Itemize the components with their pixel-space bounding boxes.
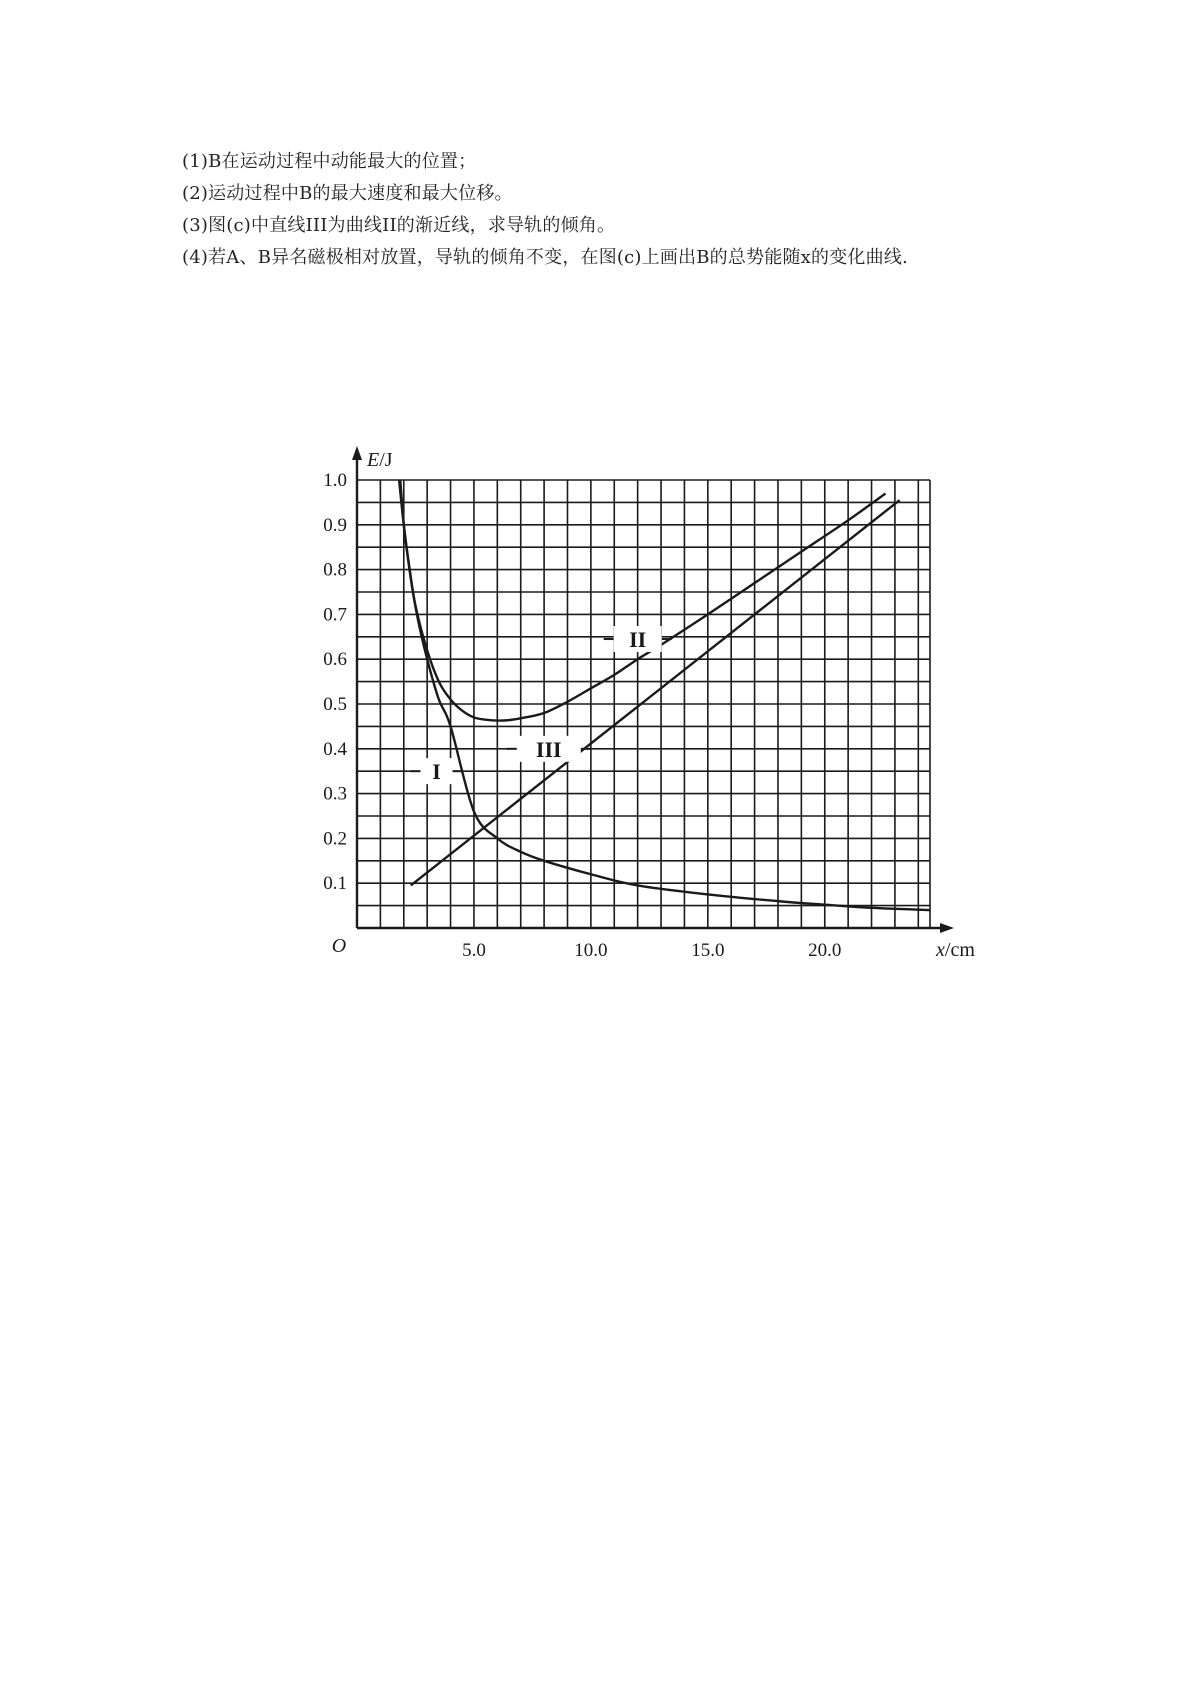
question-1: (1)B在运动过程中动能最大的位置； (182, 151, 477, 172)
series-lines (399, 480, 930, 910)
y-tick-label: 0.7 (323, 604, 347, 626)
question-4: (4)若A、B异名磁极相对放置，导轨的倾角不变，在图(c)上画出B的总势能随x的变化曲线. (182, 247, 908, 268)
y-tick-label: 0.8 (323, 559, 347, 581)
question-2: (2)运动过程中B的最大速度和最大位移。 (182, 183, 513, 204)
y-tick-label: 0.1 (323, 873, 347, 895)
y-tick-label: 0.3 (323, 783, 347, 805)
series-label-i: I (432, 759, 441, 785)
x-axis-arrow (940, 923, 954, 933)
energy-position-chart (323, 449, 1030, 980)
series-label-ii: II (629, 627, 647, 653)
x-axis-title: x/cm (936, 939, 975, 961)
chart-labels (323, 449, 975, 961)
y-tick-label: 0.4 (323, 738, 347, 760)
x-tick-label: 20.0 (808, 940, 842, 961)
y-tick-label: 1.0 (323, 470, 347, 491)
origin-label: O (331, 935, 347, 957)
y-axis-title: E/J (367, 449, 393, 471)
y-tick-label: 0.5 (323, 694, 347, 715)
x-tick-label: 15.0 (691, 940, 725, 961)
y-tick-label: 0.2 (323, 828, 347, 850)
y-axis-arrow (352, 446, 362, 460)
series-line-iii (411, 500, 900, 885)
y-tick-label: 0.9 (323, 514, 347, 536)
series-label-iii: III (535, 736, 562, 762)
series-line-i (399, 480, 930, 910)
question-list (182, 146, 1082, 274)
question-3: (3)图(c)中直线III为曲线II的渐近线，求导轨的倾角。 (182, 215, 616, 236)
x-tick-label: 5.0 (462, 940, 486, 961)
y-tick-label: 0.6 (323, 649, 347, 671)
x-tick-label: 10.0 (574, 940, 608, 961)
series-line-ii (400, 480, 885, 721)
